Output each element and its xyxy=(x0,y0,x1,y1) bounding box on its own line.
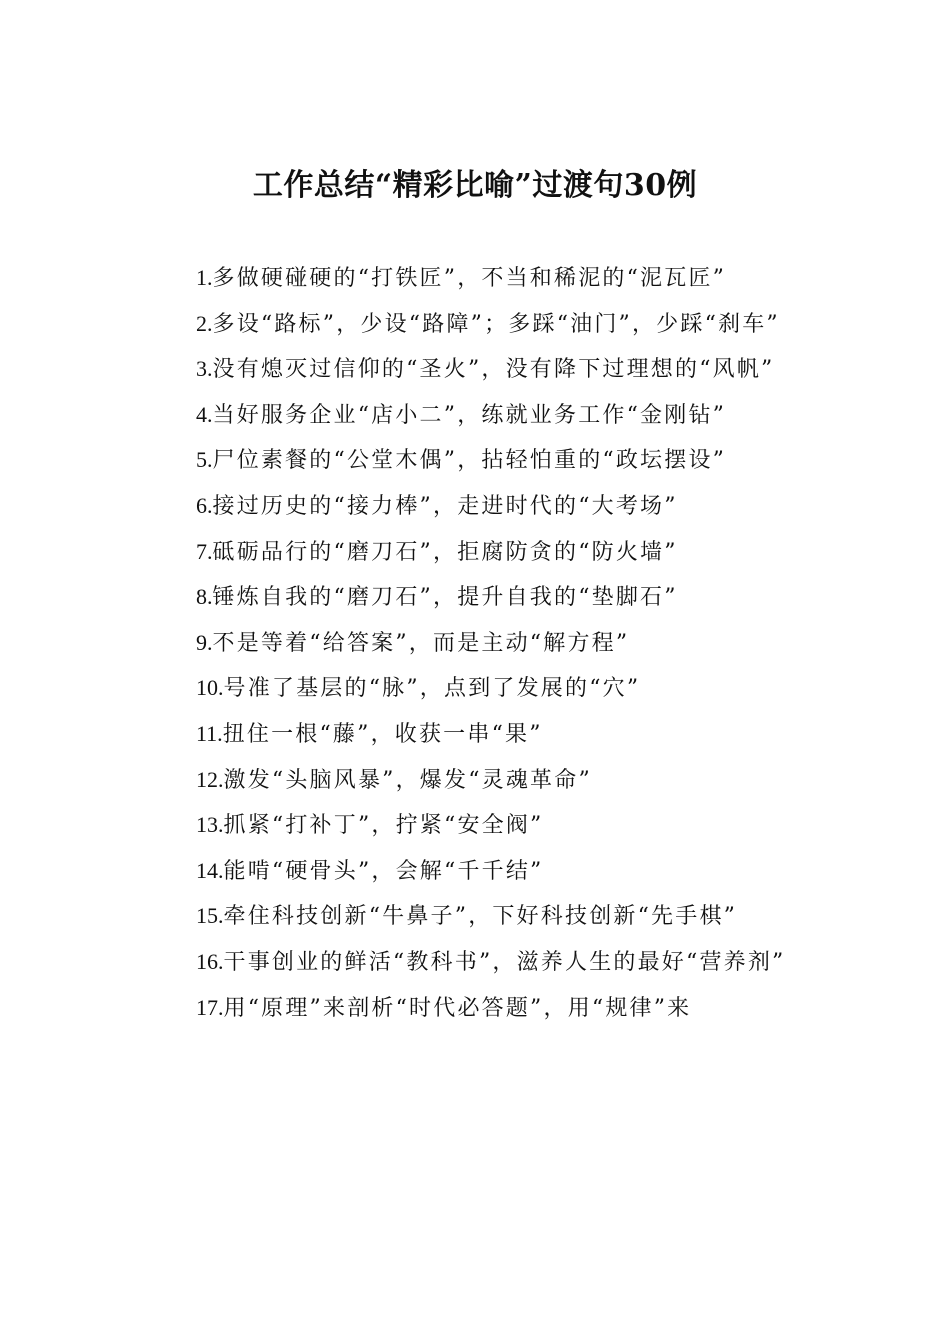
list-item xyxy=(147,393,805,439)
item-number: 14. xyxy=(196,857,224,883)
list-item xyxy=(147,666,805,712)
item-number: 1. xyxy=(196,265,213,290)
item-number: 9. xyxy=(196,629,213,655)
list-item xyxy=(147,849,805,895)
list-item xyxy=(147,894,805,940)
item-text: 扭住一根“藤”，收获一串“果” xyxy=(222,721,543,747)
item-number: 16. xyxy=(196,948,224,974)
list-item xyxy=(147,575,805,621)
item-text: 用“原理”来剖析“时代必答题”，用“规律”来 xyxy=(223,995,692,1021)
item-number: 2. xyxy=(196,310,213,336)
item-number: 4. xyxy=(196,401,213,427)
list-item xyxy=(147,302,805,348)
item-number: 3. xyxy=(196,356,213,382)
item-text: 没有熄灭过信仰的“圣火”，没有降下过理想的“风帆” xyxy=(212,357,775,383)
item-text: 不是等着“给答案”，而是主动“解方程” xyxy=(212,630,630,656)
item-text: 号准了基层的“脉”，点到了发展的“穴” xyxy=(223,676,641,702)
list-item xyxy=(147,986,805,1032)
item-text: 锤炼自我的“磨刀石”，提升自我的“垫脚石” xyxy=(212,585,678,611)
item-number: 6. xyxy=(196,492,213,518)
item-text: 当好服务企业“店小二”，练就业务工作“金刚钻” xyxy=(212,402,727,428)
item-number: 5. xyxy=(196,447,213,473)
item-number: 10. xyxy=(196,675,224,701)
list-item xyxy=(147,621,805,667)
list-item xyxy=(147,256,805,302)
list-item xyxy=(147,347,805,393)
item-number: 7. xyxy=(196,538,213,564)
list-item xyxy=(147,758,805,804)
item-text: 接过历史的“接力棒”，走进时代的“大考场” xyxy=(212,493,678,519)
item-list xyxy=(147,256,805,1031)
page-title: 工作总结“精彩比喻”过渡句30例 xyxy=(252,168,698,203)
item-text: 干事创业的鲜活“教科书”，滋养人生的最好“营养剂” xyxy=(223,949,786,975)
item-text: 砥砺品行的“磨刀石”，拒腐防贪的“防火墙” xyxy=(212,539,678,565)
item-number: 11. xyxy=(196,720,223,746)
item-text: 抓紧“打补丁”，拧紧“安全阀” xyxy=(223,813,544,839)
item-text: 牵住科技创新“牛鼻子”，下好科技创新“先手棋” xyxy=(223,904,738,930)
item-text: 多做硬碰硬的“打铁匠”，不当和稀泥的“泥瓦匠” xyxy=(212,266,727,291)
item-text: 能啃“硬骨头”，会解“千千结” xyxy=(223,858,544,884)
item-number: 12. xyxy=(196,766,224,792)
list-item xyxy=(147,712,805,758)
item-number: 17. xyxy=(196,994,224,1020)
list-item xyxy=(147,803,805,849)
list-item xyxy=(147,940,805,986)
item-number: 8. xyxy=(196,584,213,610)
list-item xyxy=(147,530,805,576)
item-text: 多设“路标”，少设“路障”；多踩“油门”，少踩“刹车” xyxy=(212,311,780,337)
list-item xyxy=(147,438,805,484)
list-item xyxy=(147,484,805,530)
item-number: 13. xyxy=(196,812,224,838)
item-text: 尸位素餐的“公堂木偶”，拈轻怕重的“政坛摆设” xyxy=(212,448,727,474)
item-text: 激发“头脑风暴”，爆发“灵魂革命” xyxy=(223,767,592,793)
item-number: 15. xyxy=(196,903,224,929)
